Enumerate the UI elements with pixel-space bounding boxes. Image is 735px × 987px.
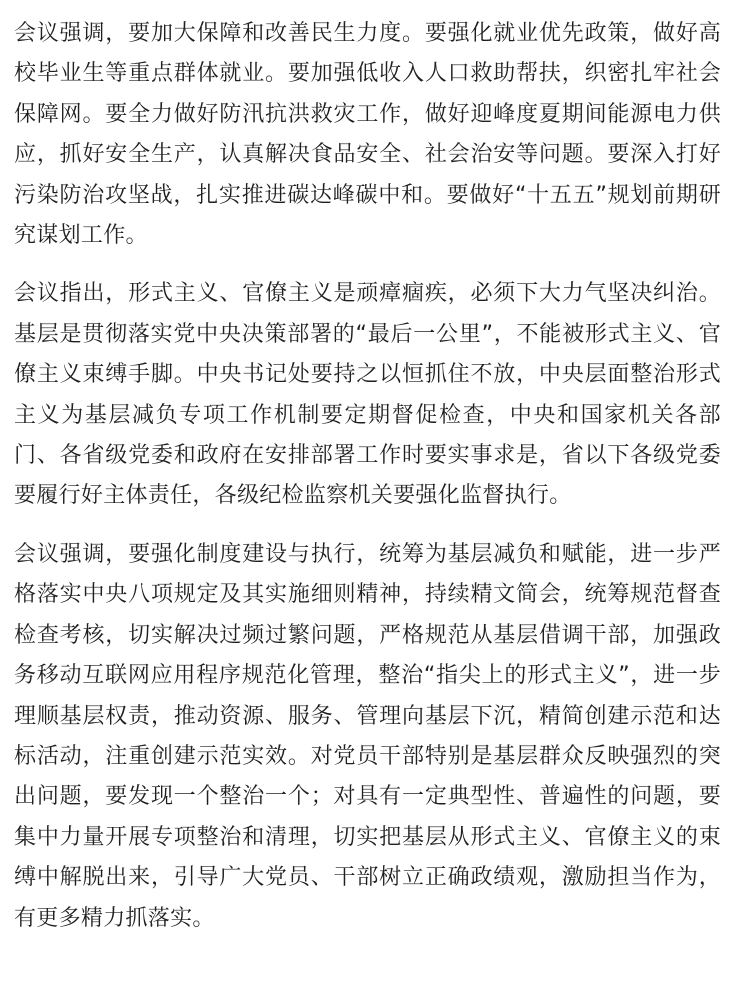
paragraph-2: 会议指出，形式主义、官僚主义是顽瘴痼疾，必须下大力气坚决纠治。基层是贯彻落实党中央决策部署的“最后一公里”，不能被形式主义、官僚主义束缚手脚。中央书记处要持之以恒抓住不放，中央层面整治形式主义为基层减负专项工作机制要定期督促检查，中央和国家机关各部门、各省级党委和政府在安排部署工作时要实事求是，省以下各级党委要履行好主体责任，各级纪检监察机关要强化监督执行。 [14,281,721,509]
paragraph-3: 会议强调，要强化制度建设与执行，统筹为基层减负和赋能，进一步严格落实中央八项规定及其实施细则精神，持续精文简会，统筹规范督查检查考核，切实解决过频过繁问题，严格规范从基层借调干部，加强政务移动互联网应用程序规范化管理，整治“指尖上的形式主义”，进一步理顺基层权责，推动资源、服务、管理向基层下沉，精简创建示范和达标活动，注重创建示范实效。对党员干部特别是基层群众反映强烈的突出问题，要发现一个整治一个；对具有一定典型性、普遍性的问题，要集中力量开展专项整治和清理，切实把基层从形式主义、官僚主义的束缚中解脱出来，引导广大党员、干部树立正确政绩观，激励担当作为，有更多精力抓落实。 [14,541,721,931]
paragraph-1: 会议强调，要加大保障和改善民生力度。要强化就业优先政策，做好高校毕业生等重点群体就业。要加强低收入人口救助帮扶，织密扎牢社会保障网。要全力做好防汛抗洪救灾工作，做好迎峰度夏期间能源电力供应，抓好安全生产，认真解决食品安全、社会治安等问题。要深入打好污染防治攻坚战，扎实推进碳达峰碳中和。要做好“十五五”规划前期研究谋划工作。 [14,21,721,249]
